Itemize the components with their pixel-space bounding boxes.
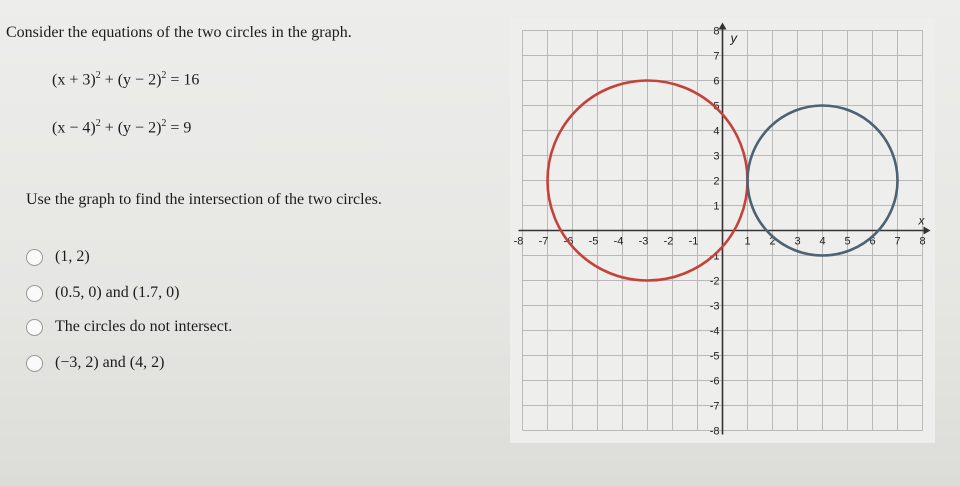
- x-tick-label: 5: [844, 235, 851, 248]
- instruction-text: Use the graph to find the intersection of the two circles.: [26, 191, 382, 208]
- option-label: (1, 2): [55, 248, 90, 265]
- y-tick-label: 3: [713, 150, 720, 163]
- x-axis-label: x: [918, 213, 925, 228]
- x-tick-label: -3: [638, 235, 649, 248]
- y-tick-label: 6: [713, 75, 720, 88]
- question-text: Consider the equations of the two circles in the graph.: [6, 24, 352, 41]
- radio-button[interactable]: [26, 285, 43, 302]
- x-tick-label: -2: [663, 235, 674, 248]
- y-tick-label: -6: [709, 375, 720, 388]
- x-tick-label: -4: [613, 235, 624, 248]
- x-tick-label: -8: [513, 235, 524, 248]
- option-label: (−3, 2) and (4, 2): [55, 354, 165, 371]
- y-tick-label: 7: [713, 50, 720, 63]
- y-tick-label: -2: [709, 275, 720, 288]
- y-tick-label: -7: [709, 400, 720, 413]
- y-tick-label: 1: [713, 200, 720, 213]
- x-tick-label: 8: [919, 235, 926, 248]
- y-tick-label: -3: [709, 300, 720, 313]
- x-tick-label: 3: [794, 235, 801, 248]
- x-tick-label: 4: [819, 235, 826, 248]
- y-tick-label: -4: [709, 325, 720, 338]
- y-tick-label: -5: [709, 350, 720, 363]
- radio-button[interactable]: [26, 319, 43, 336]
- radio-button[interactable]: [26, 249, 43, 266]
- option-2[interactable]: [26, 284, 179, 302]
- y-tick-label: 2: [713, 175, 720, 188]
- x-tick-label: -1: [688, 235, 699, 248]
- option-4[interactable]: [26, 354, 164, 372]
- option-label: (0.5, 0) and (1.7, 0): [55, 284, 180, 301]
- x-tick-label: -5: [588, 235, 599, 248]
- y-tick-label: 4: [713, 125, 720, 138]
- x-tick-label: 7: [894, 235, 901, 248]
- equation-1: $(x + 3)^2 + (y - 2)^2 = 16$: [52, 70, 200, 89]
- y-tick-label: 5: [713, 100, 720, 113]
- y-tick-label: -1: [709, 250, 720, 263]
- x-tick-label: 1: [744, 235, 751, 248]
- coordinate-graph: [510, 18, 935, 443]
- equation-2: $(x - 4)^2 + (y - 2)^2 = 9$: [52, 118, 192, 137]
- option-3[interactable]: [26, 318, 232, 336]
- x-tick-label: 2: [769, 235, 776, 248]
- radio-button[interactable]: [26, 355, 43, 372]
- option-1[interactable]: [26, 248, 90, 266]
- y-tick-label: 8: [713, 25, 720, 38]
- y-tick-label: -8: [709, 425, 720, 438]
- option-label: The circles do not intersect.: [55, 318, 233, 335]
- x-tick-label: 6: [869, 235, 876, 248]
- x-tick-label: -7: [538, 235, 549, 248]
- y-axis-label: y: [730, 30, 737, 46]
- x-tick-label: -6: [563, 235, 574, 248]
